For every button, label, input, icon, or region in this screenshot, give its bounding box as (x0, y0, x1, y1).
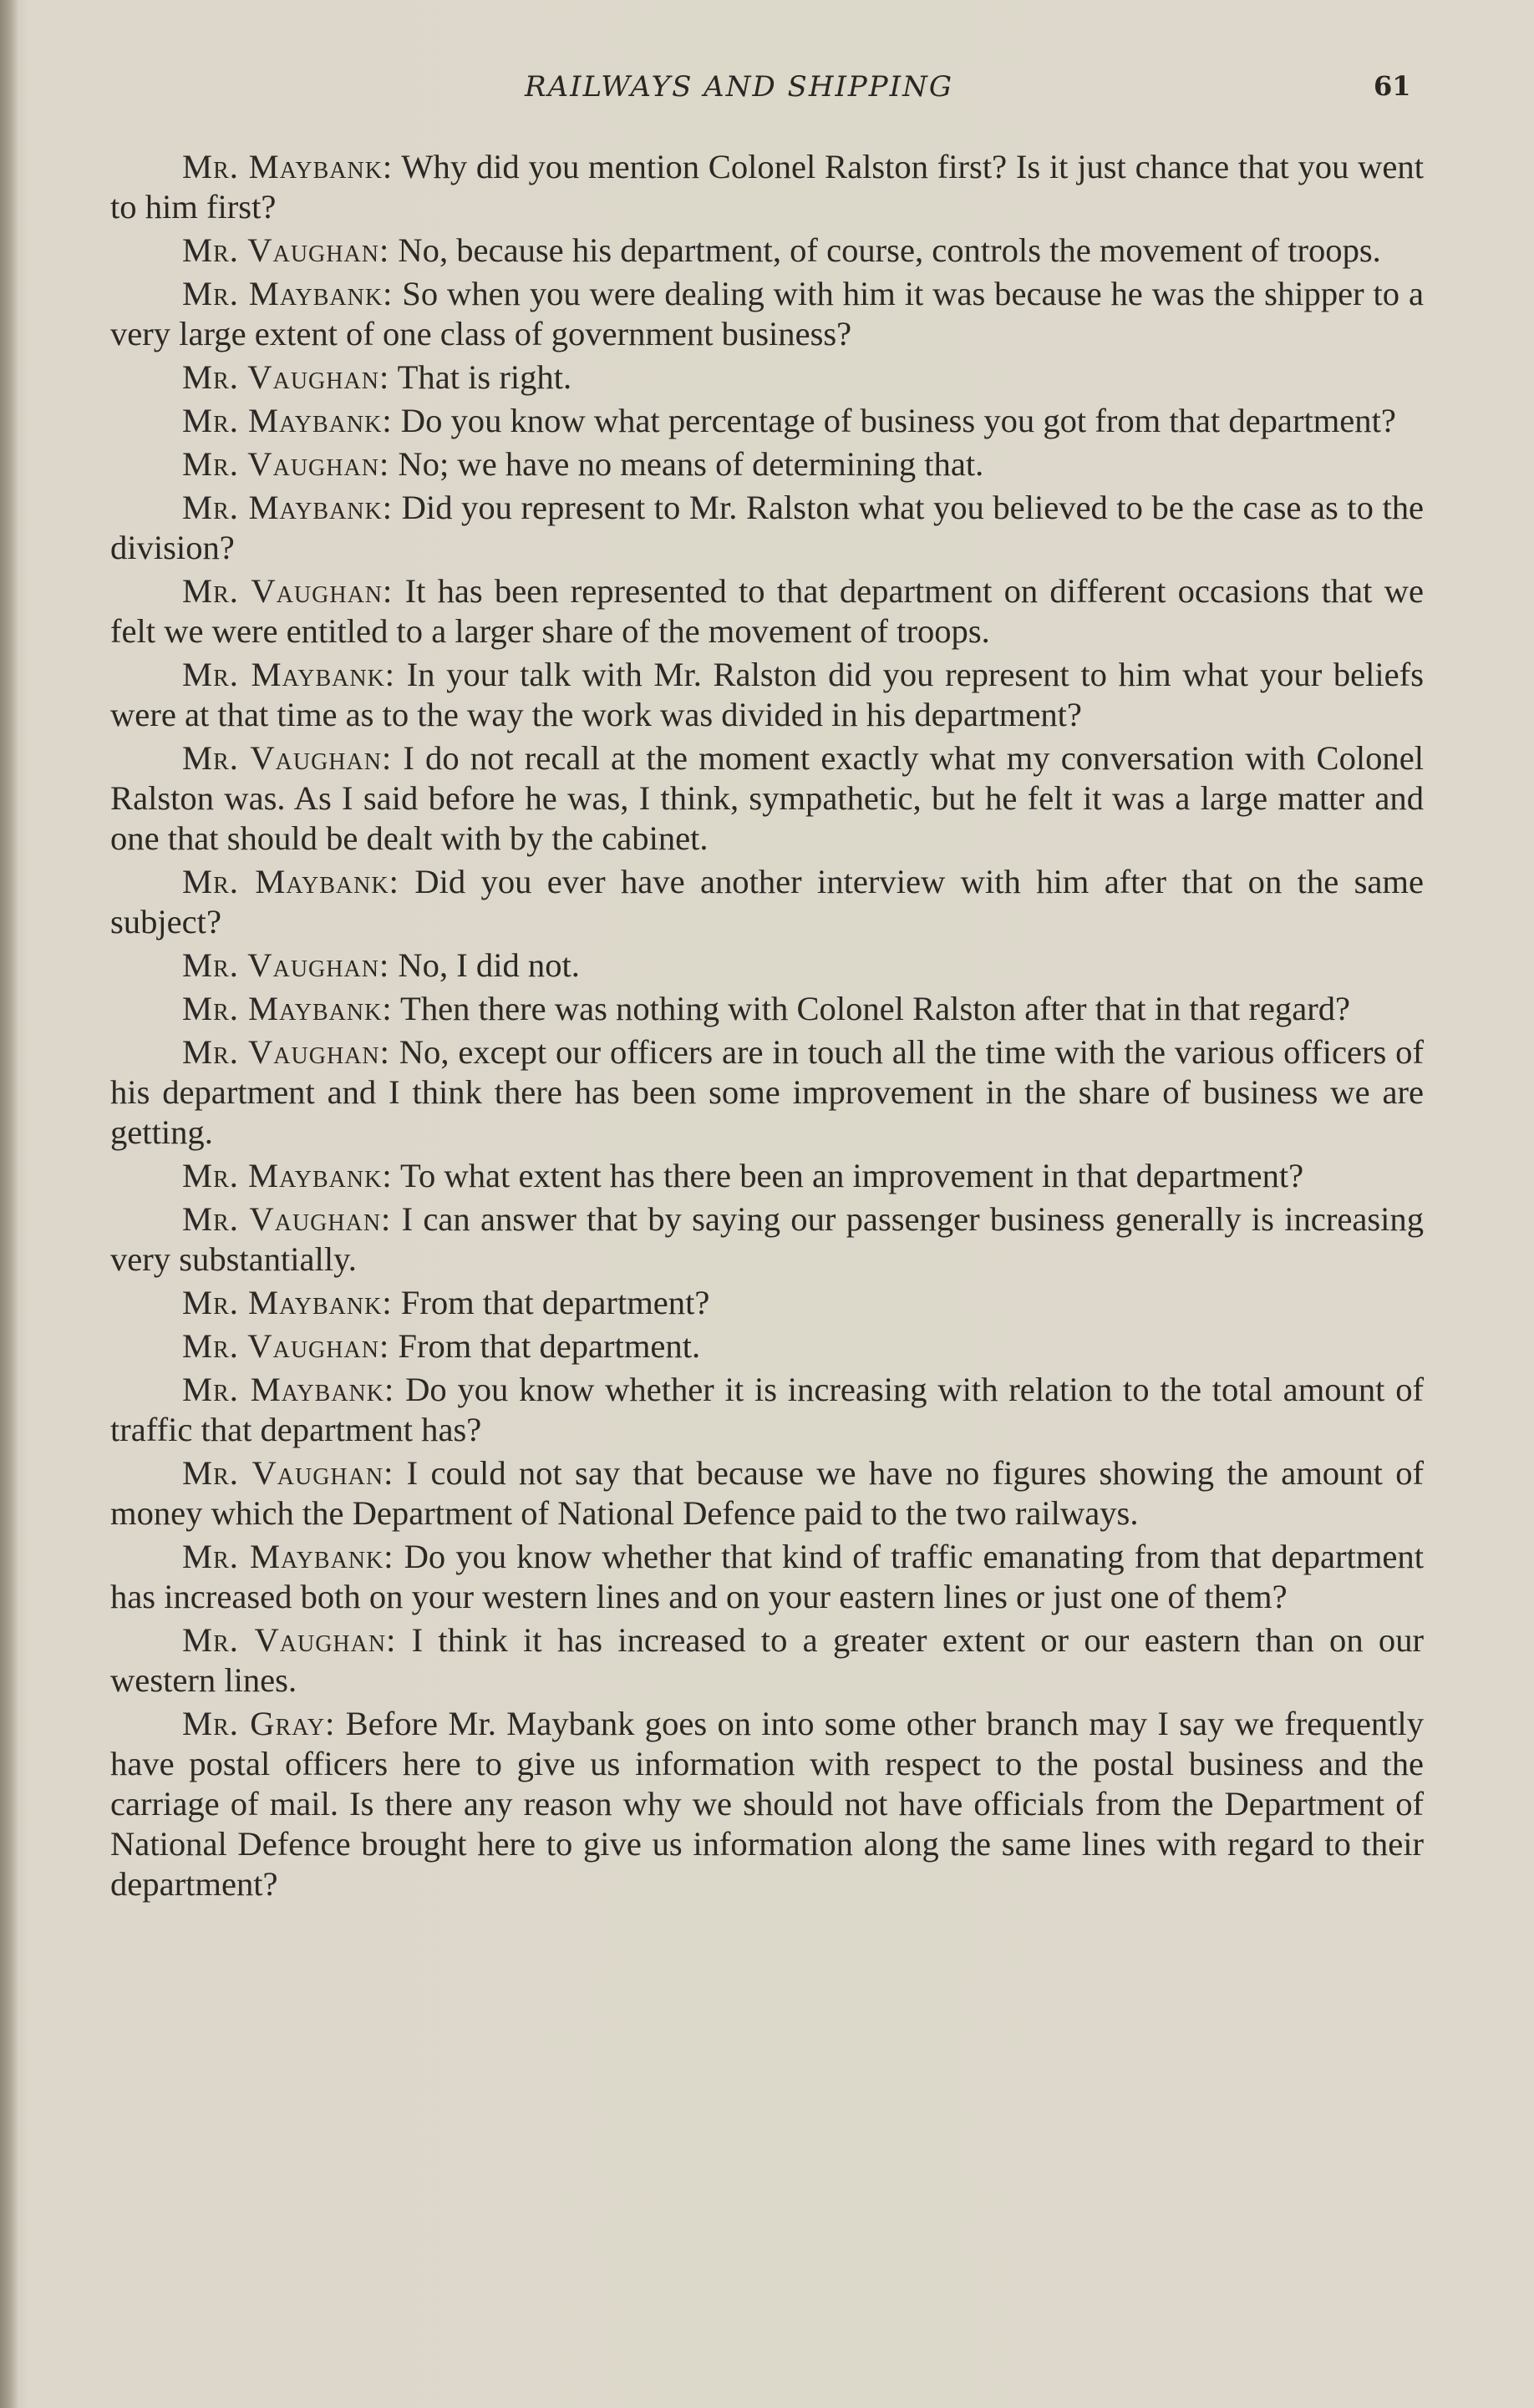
speaker-name: Mr. Vaughan: (182, 739, 393, 777)
transcript-paragraph (110, 441, 1424, 484)
speaker-name: Mr. Vaughan: (182, 1200, 392, 1238)
transcript-paragraph (110, 1450, 1424, 1534)
binding-gutter (0, 0, 18, 2408)
speech-text: No, except our officers are in touch all the time with the various officers of his department and I think there has been some improvement in the share of business we are getting. (110, 1033, 1424, 1151)
speech-text: I could not say that because we have no figures showing the amount of money which the Department of National Defence paid to the two railways. (110, 1454, 1424, 1532)
speaker-name: Mr. Vaughan: (182, 1327, 390, 1365)
speech-text: From that department. (398, 1327, 701, 1365)
speech-text: It has been represented to that department on different occasions that we felt we were entitled to a larger share of the movement of troops. (110, 572, 1425, 650)
transcript-paragraph (110, 1153, 1424, 1196)
transcript-paragraph (110, 1323, 1424, 1366)
speaker-name: Mr. Vaughan: (182, 1033, 390, 1071)
speech-text: So when you were dealing with him it was because he was the shipper to a very large extent of one class of government business? (110, 275, 1425, 352)
speaker-name: Mr. Vaughan: (182, 946, 390, 984)
transcript-paragraph (110, 1366, 1424, 1450)
transcript-paragraph (110, 354, 1424, 398)
speech-text: No, because his department, of course, controls the movement of troops. (398, 231, 1381, 269)
transcript-paragraph (110, 398, 1424, 441)
transcript-body (110, 144, 1424, 2248)
speaker-name: Mr. Vaughan: (182, 1621, 397, 1659)
speech-text: To what extent has there been an improvement in that department? (400, 1157, 1304, 1194)
speaker-name: Mr. Maybank: (182, 990, 393, 1027)
transcript-paragraph (110, 735, 1424, 859)
speaker-name: Mr. Vaughan: (182, 572, 394, 610)
speech-text: Why did you mention Colonel Ralston first? Is it just chance that you went to him first? (110, 148, 1424, 226)
speech-text: That is right. (397, 358, 572, 396)
speech-text: I do not recall at the moment exactly what my conversation with Colonel Ralston was. As I said before he was, I think, sympathetic, but he felt it was a large matter and one that should be dealt with by the cabinet. (110, 739, 1424, 857)
running-title: RAILWAYS AND SHIPPING (525, 70, 954, 104)
speech-text: Before Mr. Maybank goes on into some other branch may I say we frequently have postal officers here to give us information with respect to the postal business and the carriage of mail. Is there any reason why we should not have officials from the Department of National Defence brought here to give us information along the same lines with regard to their department? (110, 1705, 1424, 1903)
speech-text: Did you represent to Mr. Ralston what you believed to be the case as to the division? (110, 489, 1425, 566)
speech-text: I think it has increased to a greater extent or our eastern than on our western lines. (110, 1621, 1424, 1699)
speech-text: Do you know what percentage of business you got from that department? (400, 402, 1396, 439)
speech-text: No; we have no means of determining that. (398, 445, 984, 483)
speaker-name: Mr. Vaughan: (182, 1454, 394, 1492)
speaker-name: Mr. Maybank: (182, 148, 394, 185)
transcript-paragraph (110, 484, 1424, 568)
speaker-name: Mr. Maybank: (182, 1538, 394, 1575)
speech-text: In your talk with Mr. Ralston did you represent to him what your beliefs were at that time as to the way the work was divided in his department? (110, 656, 1424, 733)
speech-text: No, I did not. (398, 946, 580, 984)
transcript-paragraph (110, 1701, 1424, 1904)
page-header (0, 70, 1534, 120)
transcript-paragraph (110, 1617, 1424, 1701)
transcript-paragraph (110, 1029, 1424, 1153)
transcript-paragraph (110, 568, 1424, 651)
speaker-name: Mr. Maybank: (182, 1157, 393, 1194)
transcript-paragraph (110, 144, 1424, 227)
speaker-name: Mr. Vaughan: (182, 445, 390, 483)
speech-text: I can answer that by saying our passenger business generally is increasing very substantially. (110, 1200, 1424, 1278)
transcript-paragraph (110, 227, 1424, 271)
speaker-name: Mr. Gray: (182, 1705, 336, 1742)
page-number: 61 (1374, 70, 1411, 102)
transcript-paragraph (110, 986, 1424, 1029)
speaker-name: Mr. Maybank: (182, 1371, 395, 1408)
speaker-name: Mr. Maybank: (182, 863, 399, 900)
speech-text: From that department? (400, 1284, 710, 1321)
speaker-name: Mr. Maybank: (182, 656, 396, 693)
speech-text: Did you ever have another interview with him after that on the same subject? (110, 863, 1424, 940)
speech-text: Do you know whether that kind of traffic emanating from that department has increased both on your western lines and on your eastern lines or just one of them? (110, 1538, 1424, 1615)
speaker-name: Mr. Maybank: (182, 1284, 393, 1321)
speech-text: Then there was nothing with Colonel Ralston after that in that regard? (400, 990, 1351, 1027)
speaker-name: Mr. Vaughan: (182, 358, 390, 396)
transcript-paragraph (110, 1534, 1424, 1617)
speaker-name: Mr. Maybank: (182, 489, 394, 526)
transcript-paragraph (110, 271, 1424, 354)
speaker-name: Mr. Vaughan: (182, 231, 390, 269)
transcript-paragraph (110, 1280, 1424, 1323)
transcript-paragraph (110, 651, 1424, 735)
speaker-name: Mr. Maybank: (182, 402, 393, 439)
speaker-name: Mr. Maybank: (182, 275, 394, 312)
transcript-paragraph (110, 942, 1424, 986)
transcript-paragraph (110, 1196, 1424, 1280)
speech-text: Do you know whether it is increasing with relation to the total amount of traffic that department has? (110, 1371, 1424, 1448)
transcript-paragraph (110, 859, 1424, 942)
